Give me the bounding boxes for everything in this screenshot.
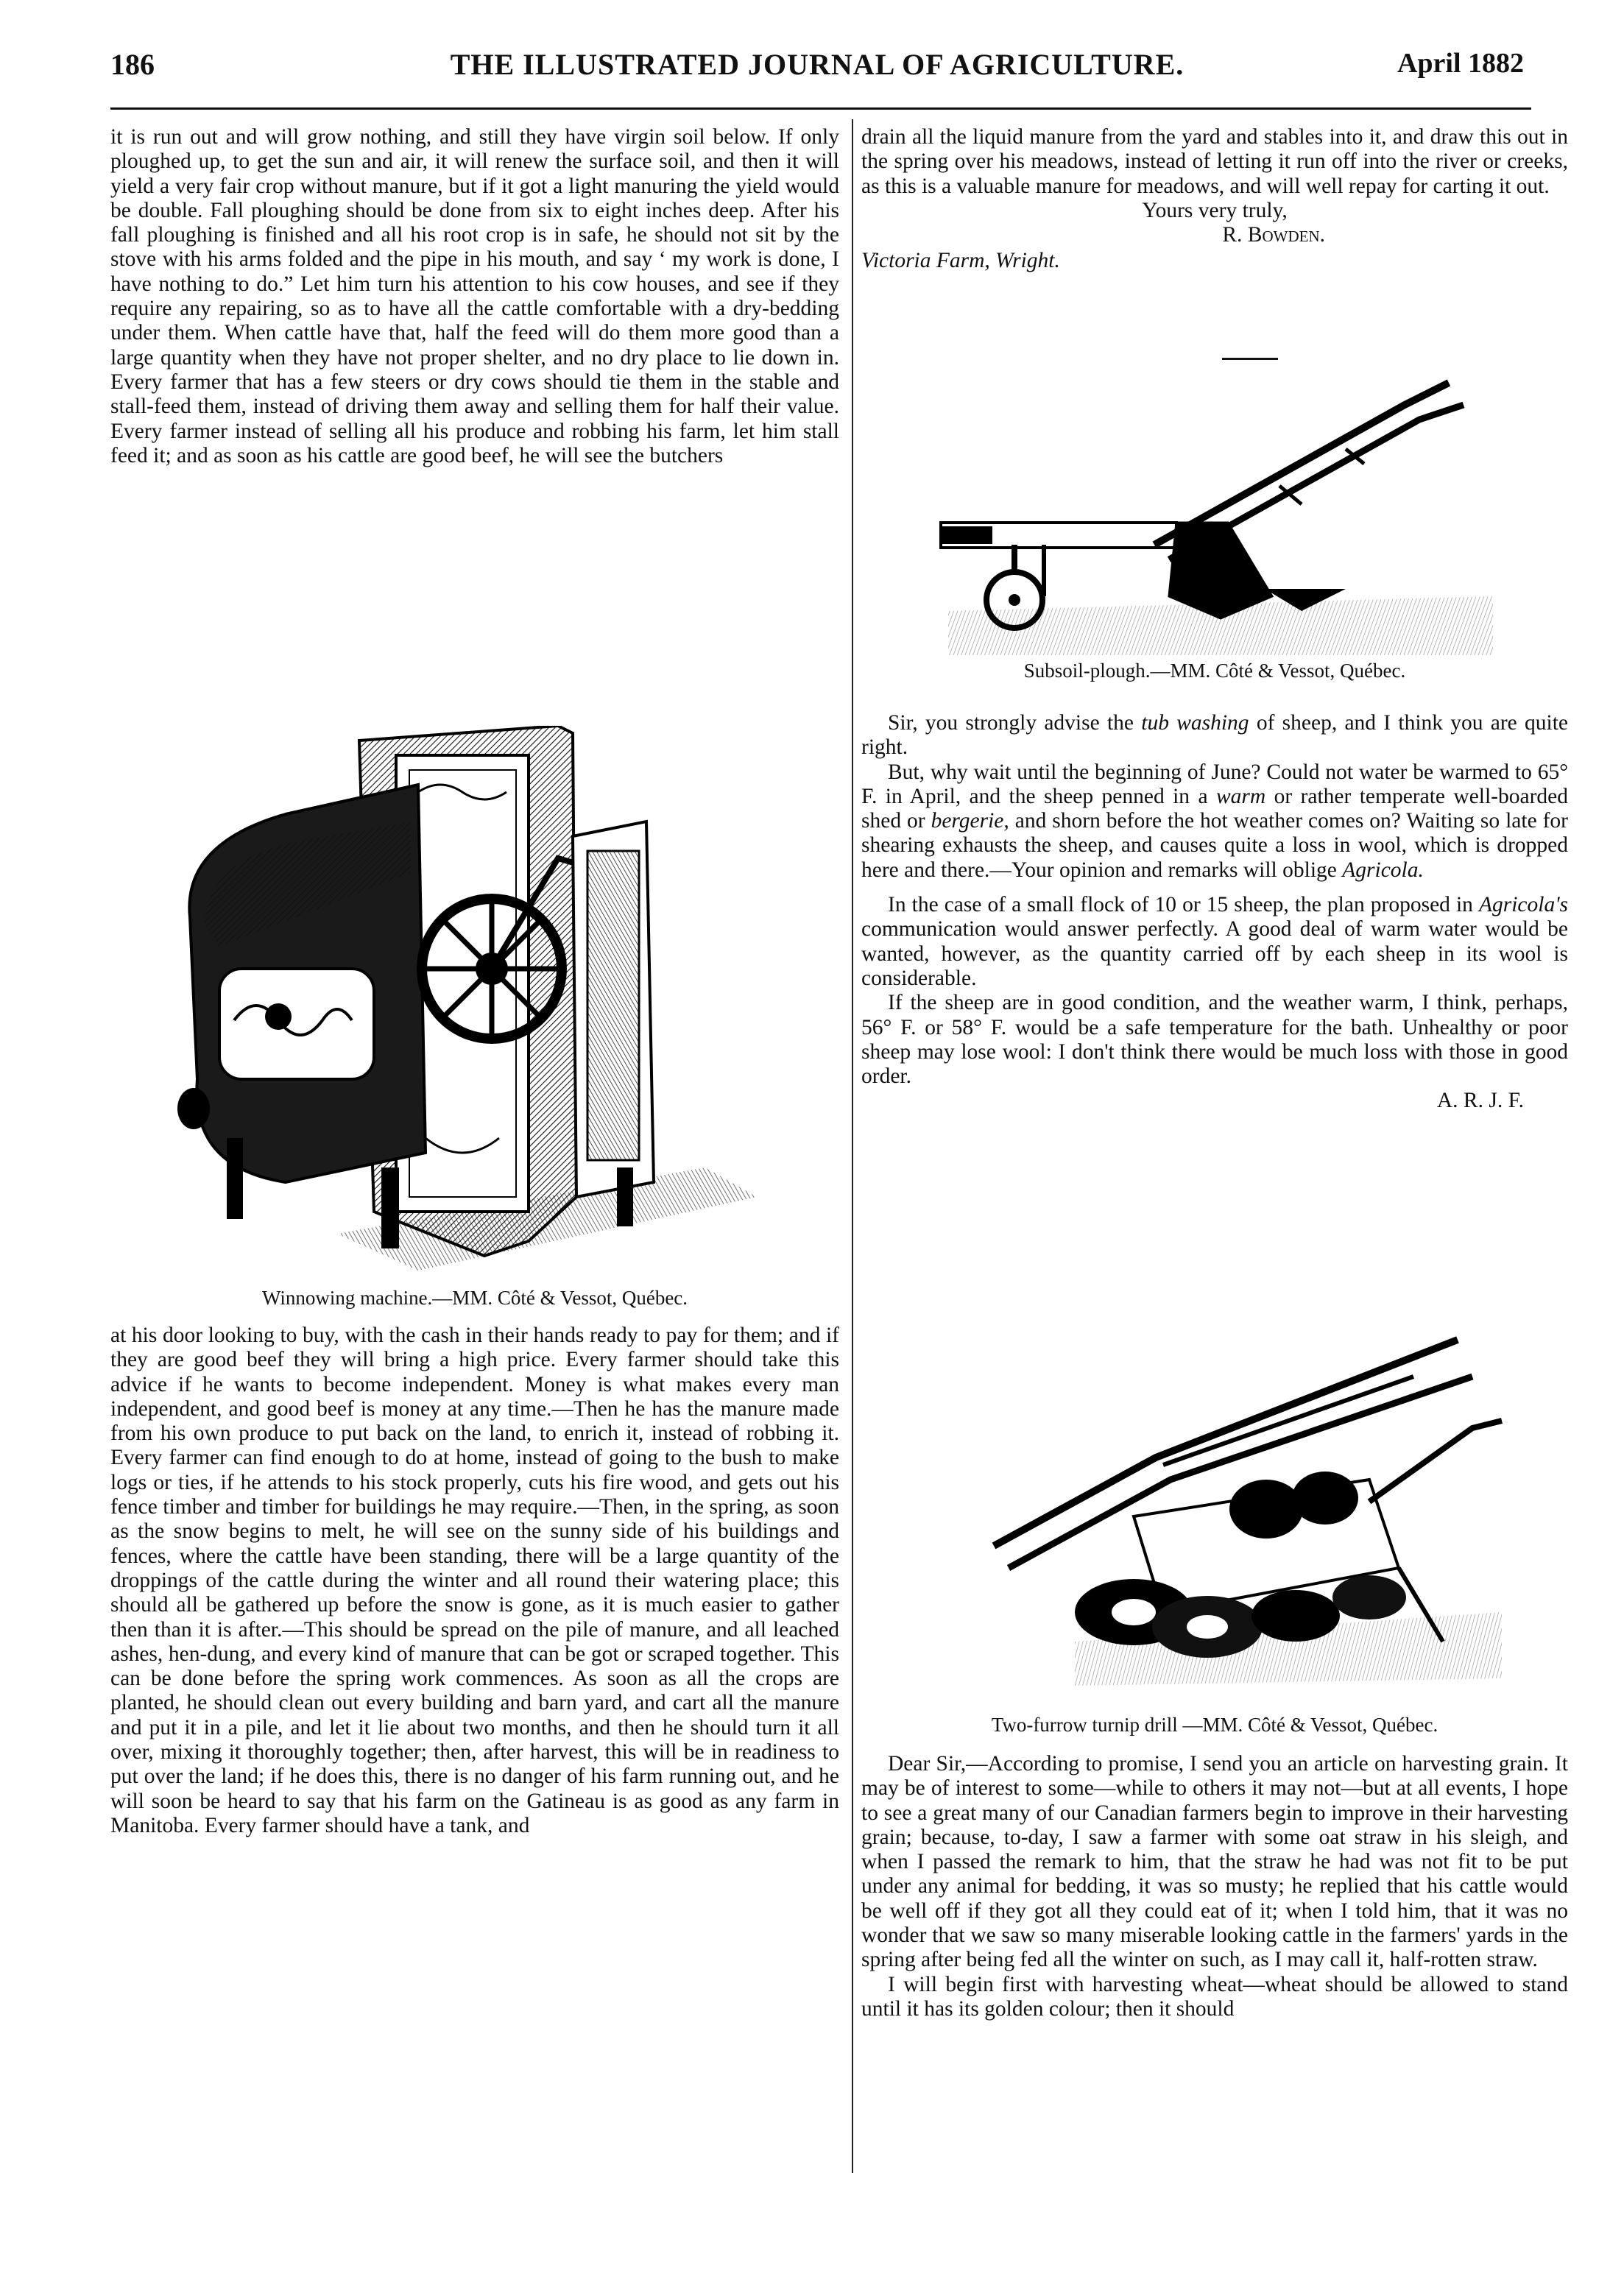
body-paragraph: Dear Sir,—According to promise, I send you an article on harvesting grain. It may be of interest to some—while to others it may not—but at all events, I hope to see a great many of our Canadian farmers begin to improve in their harvesting grain; because, to-day, I saw a farmer with some oat straw in his sleigh, and when I passed the remark to him, that the straw he had was not fit to be put under any animal for bedding, it was so musty; he replied that his cattle would be well off if they got all they could eat of it; when I told him, that it was no wonder that we saw so many miserable looking cattle in the farmers' yards in the spring after being fed all the winter on such, as I may call it, half-rotten straw. [861, 1752, 1568, 1972]
letter-closing: Yours very truly, [1142, 198, 1288, 222]
issue-date: April 1882 [1397, 48, 1524, 79]
reply-paragraph [861, 893, 1568, 991]
right-column-middle [861, 711, 1568, 1114]
letter-text: Sir, you strongly advise the [888, 711, 1134, 735]
right-column-top [861, 125, 1568, 274]
body-paragraph: it is run out and will grow nothing, and still they have virgin soil below. If only ploughed up, to get the sun and air, it will renew the surface soil, and then it will yield a very fair crop without manure, but if it got a light manuring the yield would be double. Fall ploughing should be done from six to eight inches deep. After his fall ploughing is finished and all his root crop is in safe, he should not sit by the stove with his arms folded and the pipe in his mouth, and say ‘ my work is done, I have nothing to do.” Let him turn his attention to his cow houses, and see if they require any repairing, so as to have all the cattle comfortable with a dry-bedding under them. When cattle have that, half the feed will do them more good than a large quantity when they have not proper shelter, and no dry place to lie down in. Every farmer that has a few steers or dry cows should tie them in the stable and stall-feed them, instead of driving them away and selling them for half their value. Every farmer instead of selling all his produce and robbing his farm, let him stall feed it; and as soon as his cattle are good beef, he will see the butchers [110, 125, 839, 467]
letter-text: and shorn before the hot weather comes on? Waiting so late for shearing exhausts the sheep, and causes quite a loss in wool, which is dropped here and there.—Your opinion and remarks will oblige [861, 809, 1569, 882]
winnowing-machine-illustration [175, 726, 764, 1271]
letter-paragraph [861, 711, 1568, 760]
turnip-drill-illustration [986, 1332, 1531, 1700]
section-rule [1222, 358, 1278, 360]
reply-text: In the case of a small flock of 10 or 15 sheep, the plan proposed in [888, 893, 1473, 917]
body-paragraph: at his door looking to buy, with the cash in their hands ready to pay for them; and if they are good beef they will bring a high price. Every farmer should take this advice if he wants to become independent. Money is what makes every man independent, and good beef is money at any time.—Then he has the manure made from his own produce to put back on the land, to enrich it, instead of robbing it. Every farmer can find enough to do at home, instead of going to the bush to make logs or ties, if he attends to his stock properly, cuts his fire wood, and gets out his fence timber and timber for buildings he may require.—Then, in the spring, as soon as the snow begins to melt, he will see on the sunny side of his buildings and fences, where the cattle have been standing, there will be a large quantity of the droppings of the cattle during the winter and all round their watering place; this should all be gathered up before the snow is gone, as it is much easier to gather then than it is after.—This should be spread on the pile of manure, and all leached ashes, hen-dung, and every kind of manure that can be got or scraped together. This can be done before the spring work commences. As soon as all the crops are planted, he should clean out every building and barn yard, and cart all the manure and put it in a pile, and let it lie about two months, and then he should turn it all over, mixing it thoroughly together; then, after harvest, this will be in readiness to put over the land; if he does this, there is no danger of his farm running out, and he will soon be heard to say that his farm on the Gatineau is as good as any farm in Manitoba. Every farmer should have a tank, and [110, 1324, 839, 1837]
right-column-bottom [861, 1752, 1568, 2021]
subsoil-plough-caption: Subsoil-plough.—MM. Côté & Vessot, Québec. [1023, 660, 1406, 682]
journal-title: THE ILLUSTRATED JOURNAL OF AGRICULTURE. [450, 48, 1185, 81]
reply-emphasis: Agricola's [1478, 893, 1569, 917]
running-header [110, 43, 1524, 87]
letter-emphasis: warm [1215, 784, 1266, 808]
letter-text: of sheep, and I think you are quite right. [861, 711, 1569, 760]
turnip-drill-caption: Two-furrow turnip drill —MM. Côté & Vessot, Québec. [991, 1714, 1438, 1736]
letter-emphasis: bergerie, [931, 809, 1009, 833]
letter-signature: Agricola. [1342, 858, 1424, 882]
letter-emphasis: tub washing [1141, 711, 1249, 735]
letter-signature-line [861, 223, 1568, 247]
letter-signature: R. Bowden. [1222, 223, 1325, 247]
left-column-top [110, 125, 839, 468]
body-paragraph: I will begin first with harvesting wheat—wheat should be allowed to stand until it has its golden colour; then it should [861, 1972, 1568, 2021]
subsoil-plough-illustration [933, 375, 1508, 655]
letter-text: or rather temperate well-boarded shed or [861, 784, 1569, 833]
letter-text: But, why wait until the beginning of June? Could not water be warmed to 65° F. in April, and the sheep penned in a [861, 760, 1568, 808]
reply-paragraph: If the sheep are in good condition, and the weather warm, I think, perhaps, 56° F. or 58° F. would be a safe temperature for the bath. Unhealthy or poor sheep may lose wool: I don't think there would be much loss with those in good order. [861, 991, 1568, 1089]
letter-place: Victoria Farm, Wright. [861, 249, 1060, 273]
reply-signature: A. R. J. F. [1436, 1089, 1524, 1113]
reply-text: communication would answer perfectly. A good deal of warm water would be wanted, however, as the quantity carried off by each sheep in its wool is considerable. [861, 917, 1568, 990]
left-column-bottom [110, 1324, 839, 1838]
body-paragraph: drain all the liquid manure from the yard and stables into it, and draw this out in the spring over his meadows, instead of letting it run off into the river or creeks, as this is a valuable manure for meadows, and will well repay for carting it out. [861, 125, 1568, 198]
letter-paragraph [861, 760, 1568, 883]
page-number: 186 [110, 48, 155, 81]
column-divider [852, 119, 853, 2173]
header-rule [110, 107, 1531, 110]
winnowing-machine-caption: Winnowing machine.—MM. Côté & Vessot, Québec. [261, 1287, 688, 1309]
